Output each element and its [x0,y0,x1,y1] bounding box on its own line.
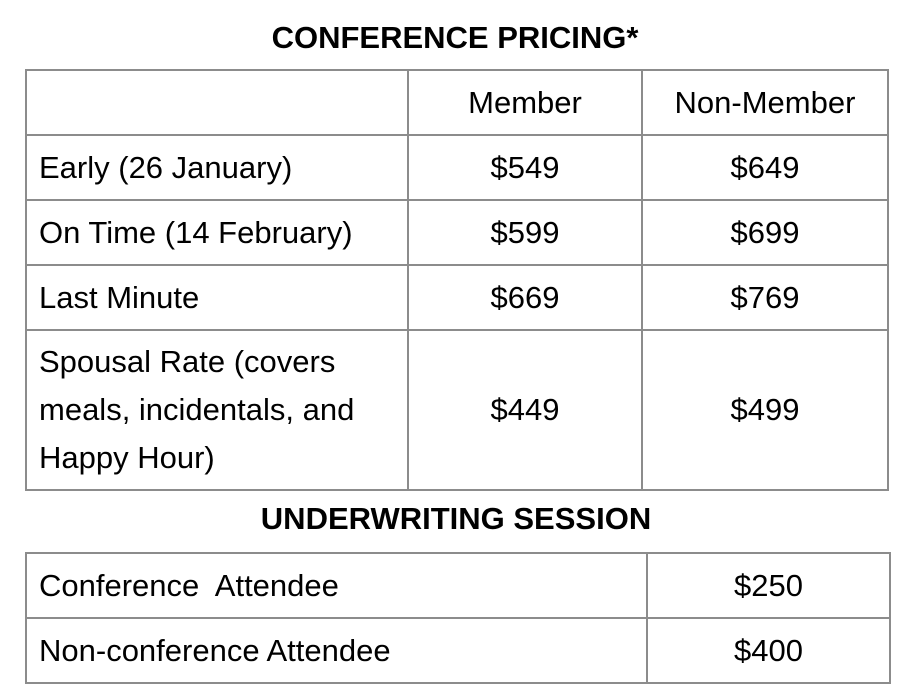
table-row [26,618,890,683]
rate-label: Spousal Rate (covers meals, incidentals, and Happy Hour) [26,330,408,490]
table-header-row [26,70,888,135]
header-non-member: Non-Member [642,70,888,135]
attendee-label: Non-conference Attendee [26,618,647,683]
table-row [26,330,888,490]
rate-label: Last Minute [26,265,408,330]
table-row [26,265,888,330]
attendee-label: Conference Attendee [26,553,647,618]
member-price: $599 [408,200,642,265]
non-member-price: $499 [642,330,888,490]
member-price: $449 [408,330,642,490]
table-row [26,553,890,618]
member-price: $669 [408,265,642,330]
underwriting-session-table [25,552,891,684]
table-row [26,200,888,265]
conference-pricing-title: CONFERENCE PRICING* [271,20,639,55]
non-member-price: $649 [642,135,888,200]
member-price: $549 [408,135,642,200]
session-price: $250 [647,553,890,618]
non-member-price: $699 [642,200,888,265]
table-row [26,135,888,200]
header-blank-cell [26,70,408,135]
underwriting-session-title: UNDERWRITING SESSION [260,501,652,536]
rate-label: On Time (14 February) [26,200,408,265]
session-price: $400 [647,618,890,683]
conference-pricing-table [25,69,889,491]
non-member-price: $769 [642,265,888,330]
rate-label: Early (26 January) [26,135,408,200]
header-member: Member [408,70,642,135]
